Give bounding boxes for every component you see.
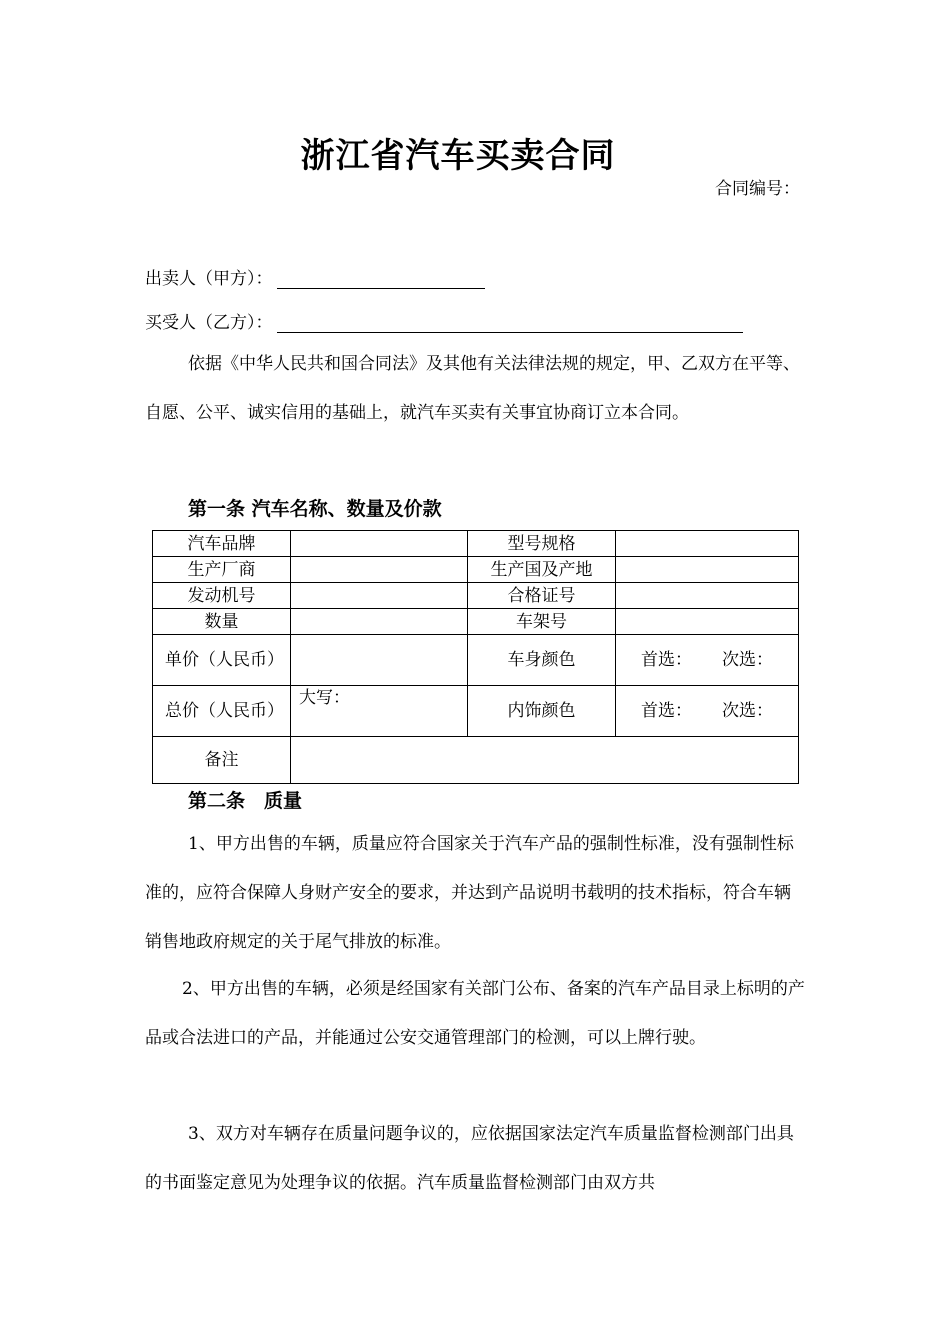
intro-paragraph: 依据《中华人民共和国合同法》及其他有关法律法规的规定，甲、乙双方在平等、自愿、公平、诚实信用的基础上，就汽车买卖有关事宜协商订立本合同。 — [145, 354, 800, 423]
frame-no-value[interactable] — [616, 609, 799, 635]
article2-paragraph-3: 3、双方对车辆存在质量问题争议的，应依据国家法定汽车质量监督检测部门出具的书面鉴定意见为处理争议的依据。汽车质量监督检测部门由双方共 — [145, 1124, 794, 1193]
body-second-choice: 次选： — [722, 650, 773, 670]
page-title: 浙江省汽车买卖合同 — [300, 136, 616, 176]
article2-paragraph-2: 2、甲方出售的车辆，必须是经国家有关部门公布、备案的汽车产品目录上标明的产品或合法进口的产品，并能通过公安交通管理部门的检测，可以上牌行驶。 — [145, 979, 805, 1048]
quantity-label: 数量 — [153, 609, 291, 635]
brand-label: 汽车品牌 — [153, 531, 291, 557]
origin-label: 生产国及产地 — [468, 557, 616, 583]
manufacturer-value[interactable] — [291, 557, 468, 583]
model-value[interactable] — [616, 531, 799, 557]
engine-no-label: 发动机号 — [153, 583, 291, 609]
certificate-no-value[interactable] — [616, 583, 799, 609]
interior-color-label: 内饰颜色 — [468, 686, 616, 737]
buyer-label: 买受人（乙方）： — [145, 313, 273, 333]
remarks-value[interactable] — [291, 737, 799, 784]
engine-no-value[interactable] — [291, 583, 468, 609]
seller-field[interactable] — [277, 268, 485, 289]
seller-label: 出卖人（甲方）： — [145, 269, 273, 289]
model-label: 型号规格 — [468, 531, 616, 557]
buyer-field[interactable] — [277, 312, 743, 333]
body-first-choice: 首选： — [641, 650, 692, 670]
origin-value[interactable] — [616, 557, 799, 583]
contract-number-label: 合同编号： — [715, 179, 800, 199]
remarks-label: 备注 — [153, 737, 291, 784]
buyer-row — [145, 308, 743, 333]
body-color-choices[interactable] — [616, 635, 799, 686]
seller-row — [145, 264, 485, 289]
certificate-no-label: 合格证号 — [468, 583, 616, 609]
interior-first-choice: 首选： — [641, 701, 692, 721]
manufacturer-label: 生产厂商 — [153, 557, 291, 583]
interior-second-choice: 次选： — [722, 701, 773, 721]
frame-no-label: 车架号 — [468, 609, 616, 635]
total-price-label: 总价（人民币） — [153, 686, 291, 737]
brand-value[interactable] — [291, 531, 468, 557]
article2-paragraph-1: 1、甲方出售的车辆，质量应符合国家关于汽车产品的强制性标准，没有强制性标准的，应符合保障人身财产安全的要求，并达到产品说明书载明的技术指标，符合车辆销售地政府规定的关于尾气排放的标准。 — [145, 834, 794, 952]
interior-color-choices[interactable] — [616, 686, 799, 737]
body-color-label: 车身颜色 — [468, 635, 616, 686]
quantity-value[interactable] — [291, 609, 468, 635]
article2-heading: 第二条 质量 — [188, 790, 303, 812]
unit-price-label: 单价（人民币） — [153, 635, 291, 686]
vehicle-spec-table — [152, 530, 799, 784]
total-price-words[interactable]: 大写： — [291, 686, 468, 737]
article1-heading: 第一条 汽车名称、数量及价款 — [188, 498, 442, 520]
unit-price-value[interactable] — [291, 635, 468, 686]
